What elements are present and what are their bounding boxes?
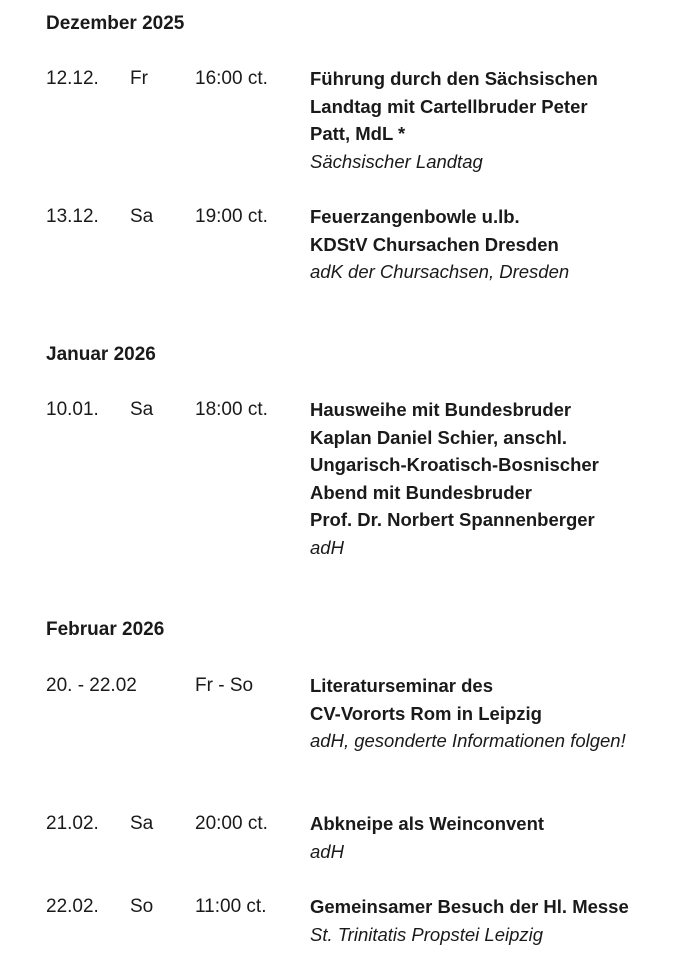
event-calendar [46, 0, 678, 968]
event-location: adH [310, 840, 344, 862]
event-description [310, 203, 678, 286]
event-weekday: Sa [130, 206, 154, 227]
event-date: 10.01. [46, 399, 99, 420]
event-location: adK der Chursachsen, Dresden [310, 261, 570, 282]
event-weekday: Fr [130, 68, 148, 89]
event-title: Abkneipe als Weinconvent [310, 813, 545, 834]
month-heading: Januar 2026 [46, 344, 156, 365]
event-time: Fr - So [195, 675, 254, 696]
event-location: adH, gesonderte Informationen folgen! [310, 730, 626, 751]
event-date: 13.12. [46, 206, 99, 227]
event-time: 16:00 ct. [195, 68, 268, 89]
event-weekday: So [130, 896, 154, 917]
event-time: 11:00 ct. [195, 896, 267, 917]
event-date: 22.02. [46, 896, 99, 917]
event-location: adH [310, 536, 344, 558]
event-title: Feuerzangenbowle u.lb. KDStV Chursachen Dresden [310, 206, 559, 255]
event-description [310, 65, 678, 175]
event-description [310, 672, 678, 755]
event-time: 19:00 ct. [195, 206, 268, 227]
event-title: Führung durch den Sächsischen Landtag mit Cartellbruder Peter Patt, MdL * [310, 68, 598, 144]
event-date: 20. - 22.02 [46, 675, 137, 696]
event-time: 20:00 ct. [195, 813, 268, 834]
event-title: Hausweihe mit Bundesbruder Kaplan Daniel Schier, anschl. Ungarisch-Kroatisch-Bosnischer Abend mit Bundesbruder Prof. Dr. Norbert Spannenberger [310, 399, 599, 530]
month-heading: Dezember 2025 [46, 13, 185, 34]
event-description [310, 810, 678, 865]
event-location: Sächsischer Landtag [310, 150, 483, 172]
event-date: 12.12. [46, 68, 99, 89]
event-title: Literaturseminar des CV-Vororts Rom in Leipzig [310, 675, 542, 724]
event-weekday: Sa [130, 813, 154, 834]
event-description [310, 893, 678, 948]
event-description [310, 396, 678, 561]
event-time: 18:00 ct. [195, 399, 268, 420]
month-heading: Februar 2026 [46, 619, 165, 640]
event-location: St. Trinitatis Propstei Leipzig [310, 923, 544, 945]
event-date: 21.02. [46, 813, 99, 834]
event-title: Gemeinsamer Besuch der Hl. Messe [310, 896, 629, 917]
event-weekday: Sa [130, 399, 154, 420]
